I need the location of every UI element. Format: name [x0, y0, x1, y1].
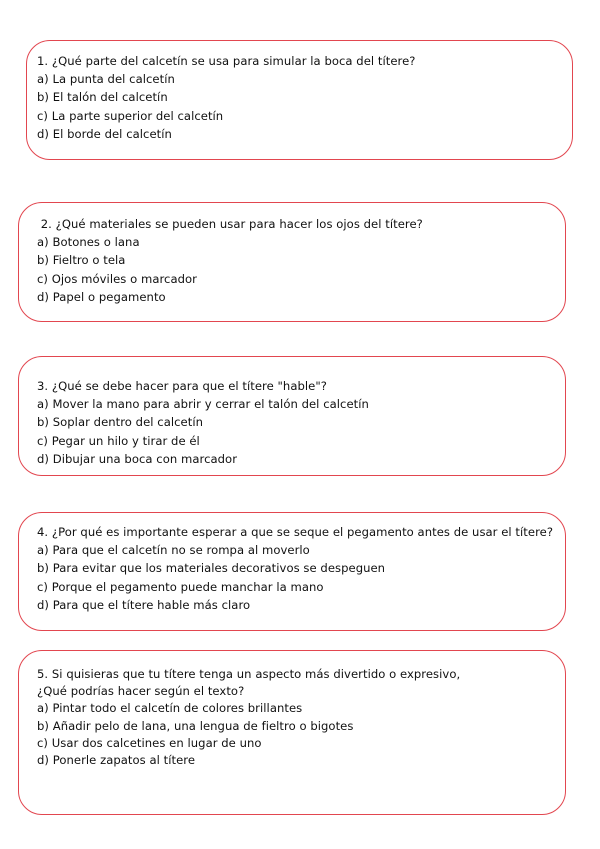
question-card-2 [18, 202, 566, 322]
answer-option-a: a) Pintar todo el calcetín de colores brillantes [37, 701, 303, 716]
answer-option-c: c) Porque el pegamento puede manchar la mano [37, 579, 324, 594]
question-card-1 [26, 40, 573, 160]
question-text-4 [37, 523, 553, 614]
answer-option-b: b) Añadir pelo de lana, una lengua de fieltro o bigotes [37, 718, 354, 733]
question-prompt: 4. ¿Por qué es importante esperar a que se seque el pegamento antes de usar el títere? [37, 525, 554, 539]
answer-option-a: a) Mover la mano para abrir y cerrar el talón del calcetín [37, 397, 369, 412]
answer-option-b: b) Fieltro o tela [37, 253, 126, 268]
answer-option-d: d) Papel o pegamento [37, 289, 166, 304]
question-prompt: 3. ¿Qué se debe hacer para que el títere "hable"? [37, 379, 327, 393]
question-prompt-continued: ¿Qué podrías hacer según el texto? [37, 684, 245, 699]
question-text-5 [37, 666, 460, 769]
answer-option-d: d) Dibujar una boca con marcador [37, 451, 238, 466]
answer-option-a: a) Botones o lana [37, 235, 140, 250]
answer-option-b: b) El talón del calcetín [37, 90, 168, 105]
question-card-3 [18, 356, 566, 476]
answer-option-b: b) Soplar dentro del calcetín [37, 415, 204, 430]
question-text-3 [37, 377, 369, 468]
answer-option-b: b) Para evitar que los materiales decorativos se despeguen [37, 561, 386, 576]
answer-option-c: c) Pegar un hilo y tirar de él [37, 433, 200, 448]
answer-option-a: a) La punta del calcetín [37, 72, 175, 87]
question-text-2 [37, 215, 423, 306]
answer-option-c: c) Usar dos calcetines en lugar de uno [37, 735, 262, 750]
question-prompt: 1. ¿Qué parte del calcetín se usa para simular la boca del títere? [37, 54, 416, 68]
answer-option-d: d) Ponerle zapatos al títere [37, 753, 196, 768]
question-prompt: 2. ¿Qué materiales se pueden usar para hacer los ojos del títere? [37, 217, 423, 231]
answer-option-c: c) La parte superior del calcetín [37, 108, 224, 123]
question-card-4 [18, 512, 566, 631]
question-prompt: 5. Si quisieras que tu títere tenga un aspecto más divertido o expresivo, [37, 667, 461, 681]
answer-option-d: d) Para que el títere hable más claro [37, 597, 251, 612]
question-text-1 [37, 52, 416, 143]
answer-option-d: d) El borde del calcetín [37, 126, 172, 141]
answer-option-a: a) Para que el calcetín no se rompa al moverlo [37, 543, 310, 558]
answer-option-c: c) Ojos móviles o marcador [37, 271, 197, 286]
question-card-5 [18, 650, 566, 815]
